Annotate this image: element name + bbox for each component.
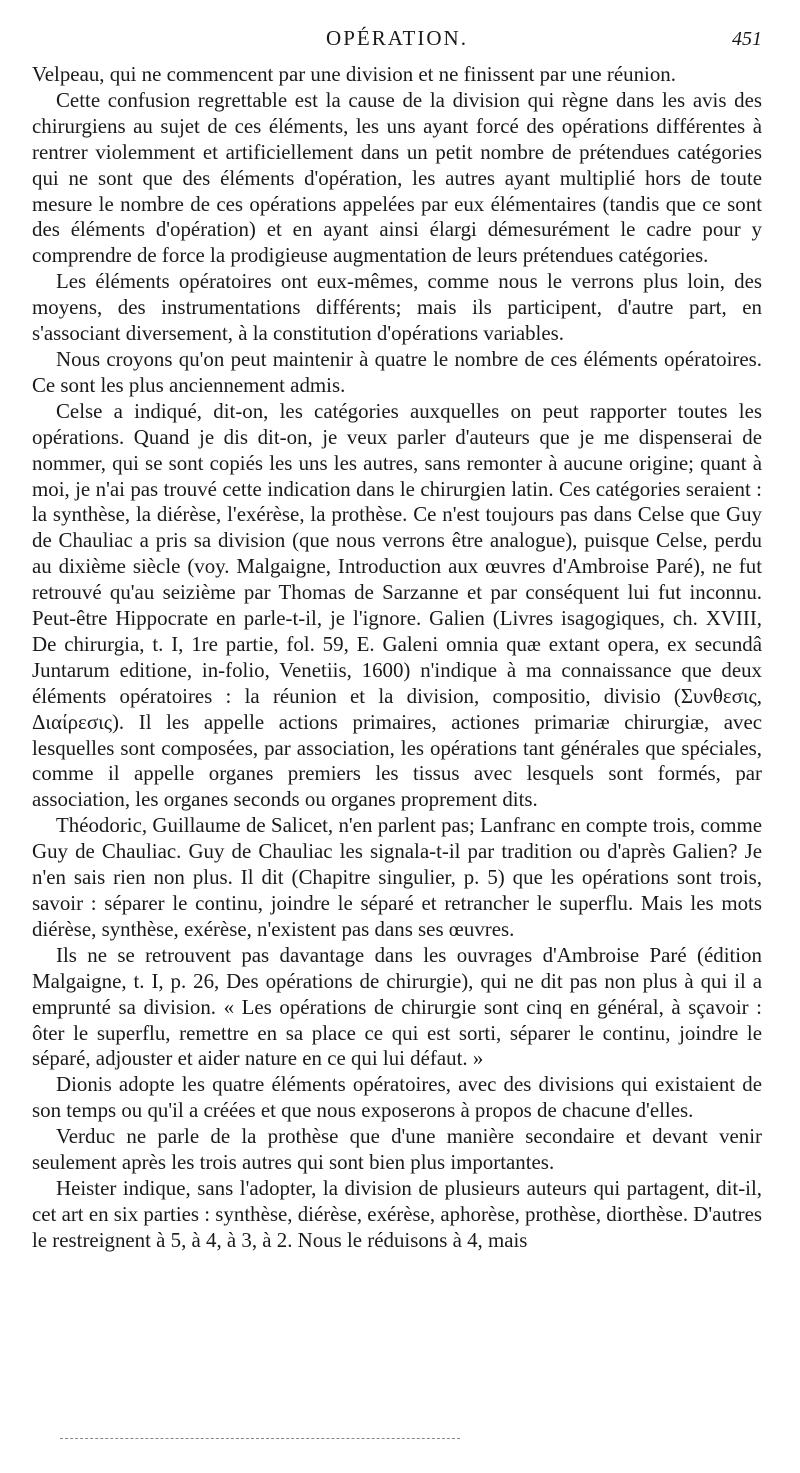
page-header — [32, 26, 762, 54]
paragraph: Celse a indiqué, dit-on, les catégories auxquelles on peut rapporter toutes les opérations. Quand je dis dit-on, je veux parler d'auteurs que je me dispenserai de nommer, qui se sont copiés les uns les autres, sans remonter à aucune origine; quant à moi, je n'ai pas trouvé cette indication dans le chirurgien latin. Ces catégories seraient : la synthèse, la diérèse, l'exérèse, la prothèse. Ce n'est toujours pas dans Celse que Guy de Chauliac a pris sa division (que nous verrons être analogue), puisque Celse, perdu au dixième siècle (voy. Malgaigne, Introduction aux œuvres d'Ambroise Paré), ne fut retrouvé qu'au seizième par Thomas de Sarzanne et par conséquent lui fut inconnu. Peut-être Hippocrate en parle-t-il, je l'ignore. Galien (Livres isagogiques, ch. XVIII, De chirurgia, t. I, 1re partie, fol. 59, E. Galeni omnia quæ extant opera, ex secundâ Juntarum editione, in-folio, Venetiis, 1600) n'indique à ma connaissance que deux éléments opératoires : la réunion et la division, compositio, divisio (Συνθεσις, Διαίρεσις). Il les appelle actions primaires, actiones primariæ chirurgiæ, avec lesquelles sont composées, par association, les opérations tant générales que spéciales, comme il appelle organes premiers les tissus avec lesquels sont formés, par association, les organes seconds ou organes proprement dits. — [32, 398, 762, 812]
paragraph: Heister indique, sans l'adopter, la division de plusieurs auteurs qui partagent, dit-il, cet art en six parties : synthèse, diérèse, exérèse, aphorèse, prothèse, diorthèse. D'autres le restreignent à 5, à 4, à 3, à 2. Nous le réduisons à 4, mais — [32, 1175, 763, 1252]
paragraph: Nous croyons qu'on peut maintenir à quatre le nombre de ces éléments opératoires. Ce sont les plus anciennement admis. — [32, 346, 762, 397]
body-text — [32, 62, 762, 1254]
page-number: 451 — [732, 28, 762, 50]
paragraph: Théodoric, Guillaume de Salicet, n'en parlent pas; Lanfranc en compte trois, comme Guy de Chauliac. Guy de Chauliac les signala-t-il par tradition ou d'après Galien? Je n'en sais rien non plus. Il dit (Chapitre singulier, p. 5) que les opérations sont trois, savoir : séparer le continu, joindre le séparé et retrancher le superflu. Mais les mots diérèse, synthèse, exérèse, n'existent pas dans ses œuvres. — [32, 813, 762, 941]
paragraph: Velpeau, qui ne commencent par une division et ne finissent par une réunion. — [32, 62, 676, 86]
paragraph: Ils ne se retrouvent pas davantage dans les ouvrages d'Ambroise Paré (édition Malgaigne, t. I, p. 26, Des opérations de chirurgie), qui ne dit pas non plus à qui il a emprunté sa division. « Les opérations de chirurgie sont cinq en général, à sçavoir : ôter le superflu, remettre en sa place ce qui est sorti, séparer le continu, joindre le séparé, adjouster et aider nature en ce qui lui défaut. » — [32, 942, 762, 1071]
paragraph: Cette confusion regrettable est la cause de la division qui règne dans les avis des chirurgiens au sujet de ces éléments, les uns ayant forcé des opérations différentes à rentrer violemment et artificiellement dans un petit nombre de prétendues catégories qui ne sont que des éléments d'opération, les autres ayant multiplié hors de toute mesure le nombre de ces opérations appelées par eux élémentaires (tandis que ce sont des éléments d'opération) et en ayant ainsi élargi démesurément le cadre pour y comprendre de force la prodigieuse augmentation de leurs prétendues catégories. — [32, 87, 762, 268]
paragraph: Dionis adopte les quatre éléments opératoires, avec des divisions qui existaient de son temps ou qu'il a créées et que nous exposerons à propos de chacune d'elles. — [32, 1072, 762, 1123]
bottom-rule — [60, 1438, 460, 1439]
paragraph: Les éléments opératoires ont eux-mêmes, comme nous le verrons plus loin, des moyens, des instrumentations différents; mais ils participent, d'autre part, en s'associant diversement, à la constitution d'opérations variables. — [32, 269, 762, 346]
running-title: OPÉRATION. — [326, 26, 468, 50]
paragraph: Verduc ne parle de la prothèse que d'une manière secondaire et devant venir seulement après les trois autres qui sont bien plus importantes. — [32, 1124, 762, 1175]
